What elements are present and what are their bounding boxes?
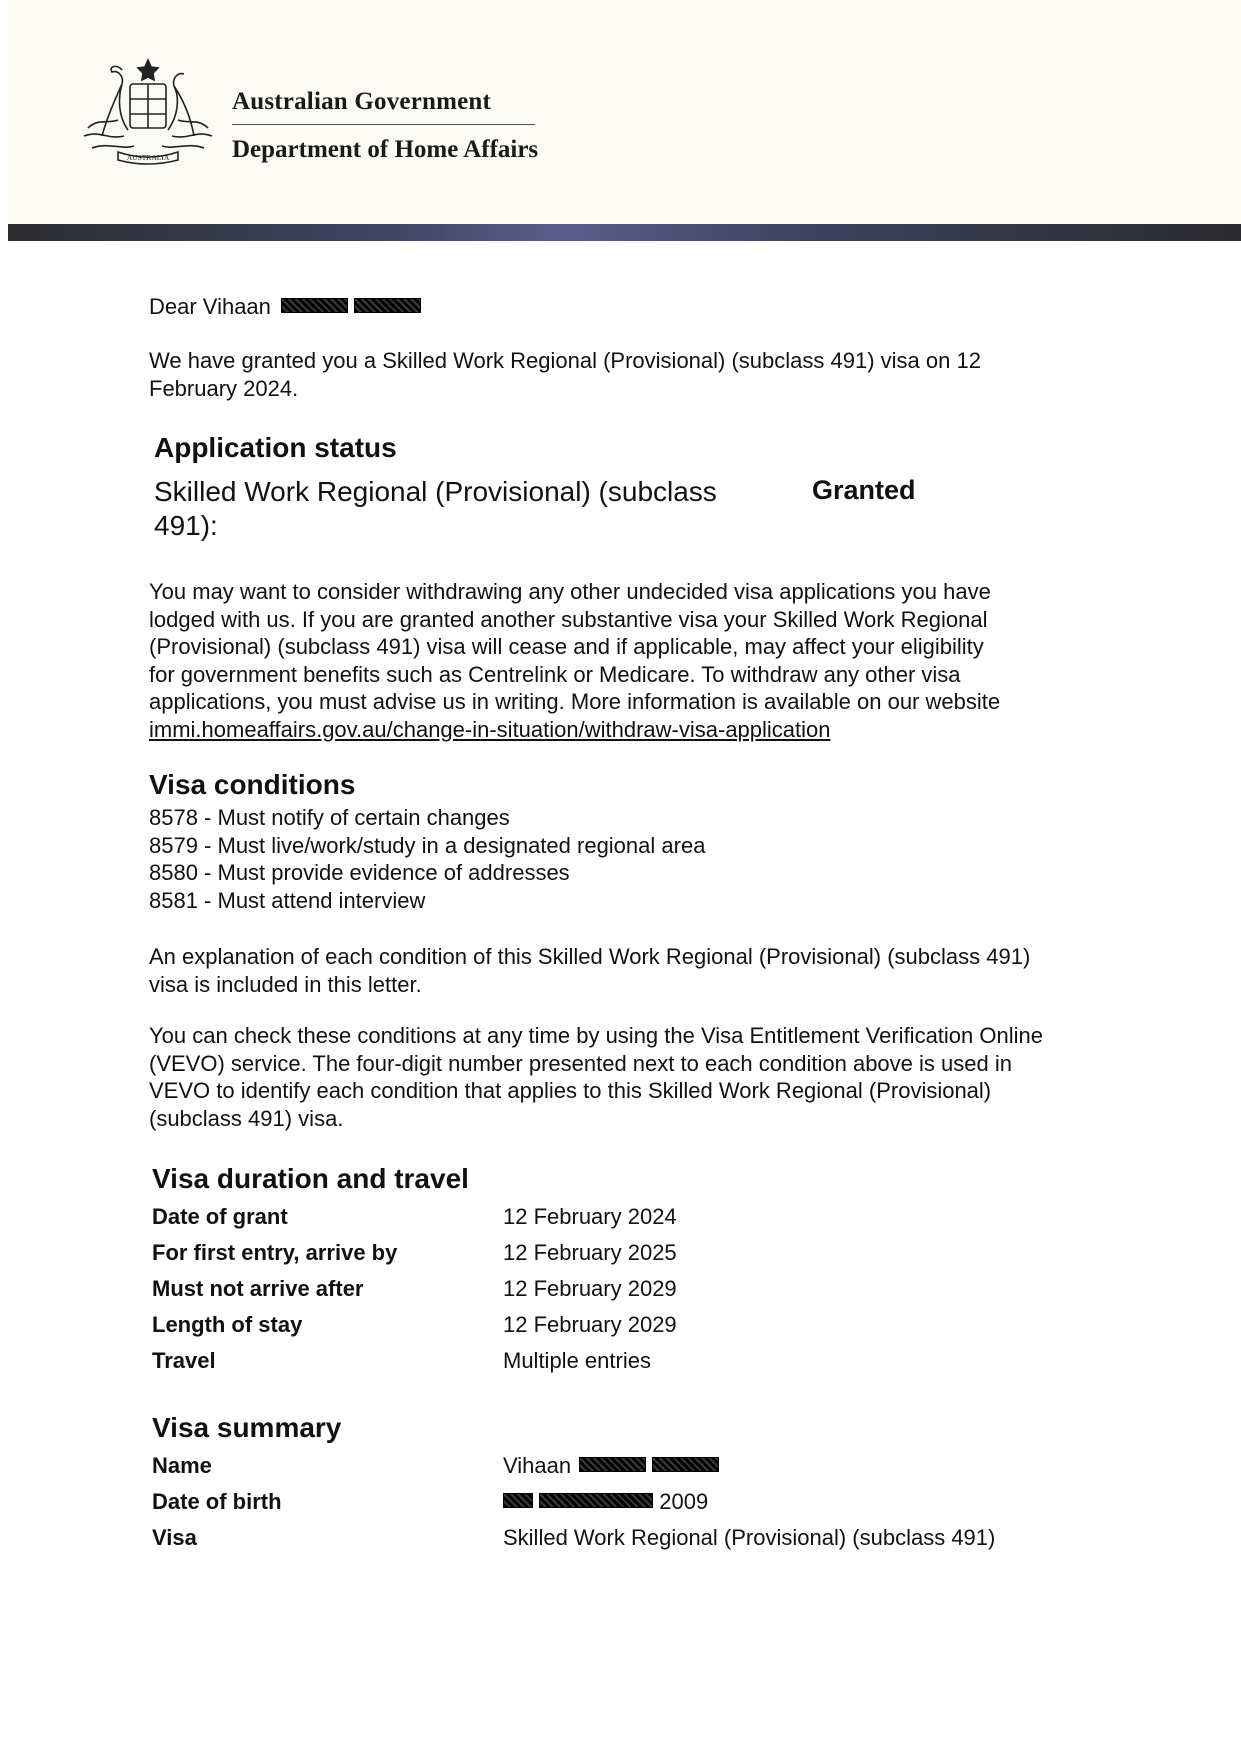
intro-line: February 2024. xyxy=(149,375,299,401)
redacted-name xyxy=(281,298,348,313)
withdraw-paragraph xyxy=(149,578,1099,743)
paragraph-line: You can check these conditions at any time by using the Visa Entitlement Verification Online xyxy=(149,1023,1043,1048)
row-value: Skilled Work Regional (Provisional) (subclass 491) xyxy=(503,1525,996,1550)
salutation xyxy=(149,293,1099,321)
table-row xyxy=(152,1343,677,1379)
paragraph-line: lodged with us. If you are granted another substantive visa your Skilled Work Regional xyxy=(149,606,988,632)
dob-year: 2009 xyxy=(659,1489,709,1514)
paragraph-line: You may want to consider withdrawing any other undecided visa applications you have xyxy=(149,579,991,604)
paragraph-line: VEVO to identify each condition that applies to this Skilled Work Regional (Provisional) xyxy=(149,1078,992,1103)
visa-duration-table xyxy=(152,1199,677,1379)
condition-item: 8580 - Must provide evidence of addresses xyxy=(149,860,570,885)
table-row xyxy=(152,1199,677,1235)
table-row xyxy=(152,1235,677,1271)
visa-duration-heading: Visa duration and travel xyxy=(152,1163,469,1194)
paragraph-line: (VEVO) service. The four-digit number presented next to each condition above is used in xyxy=(149,1050,1012,1076)
row-value xyxy=(503,1484,995,1520)
row-value: 12 February 2029 xyxy=(503,1312,677,1337)
row-label: Date of birth xyxy=(152,1489,282,1514)
row-label: For first entry, arrive by xyxy=(152,1240,398,1265)
letterhead-rule xyxy=(8,224,1241,241)
intro-paragraph xyxy=(149,347,1099,402)
row-value: Multiple entries xyxy=(503,1348,651,1373)
redacted-name xyxy=(579,1457,646,1472)
paragraph-line: visa is included in this letter. xyxy=(149,971,422,997)
letterhead-divider xyxy=(232,124,535,125)
application-status-heading: Application status xyxy=(154,432,397,463)
row-value xyxy=(503,1448,995,1484)
row-value: 12 February 2029 xyxy=(503,1276,677,1301)
intro-line: We have granted you a Skilled Work Regional (Provisional) (subclass 491) visa on 12 xyxy=(149,348,981,373)
paragraph-line: An explanation of each condition of this Skilled Work Regional (Provisional) (subclass 491) xyxy=(149,944,1031,969)
explanation-paragraph xyxy=(149,943,1099,998)
coat-of-arms-logo xyxy=(78,58,218,166)
row-value: 12 February 2024 xyxy=(503,1204,677,1229)
visa-summary-heading: Visa summary xyxy=(152,1412,342,1443)
withdraw-visa-link[interactable]: immi.homeaffairs.gov.au/change-in-situation/withdraw-visa-application xyxy=(149,716,831,742)
redacted-name xyxy=(354,298,421,313)
redacted-name xyxy=(652,1457,719,1472)
table-row xyxy=(152,1484,995,1520)
department-name: Department of Home Affairs xyxy=(232,136,539,163)
condition-item: 8581 - Must attend interview xyxy=(149,888,426,913)
paragraph-line: applications, you must advise us in writing. More information is available on our website xyxy=(149,689,1001,714)
paragraph-line: for government benefits such as Centrelink or Medicare. To withdraw any other visa xyxy=(149,661,961,687)
svg-text:AUSTRALIA: AUSTRALIA xyxy=(126,153,170,162)
paragraph-line: (Provisional) (subclass 491) visa will cease and if applicable, may affect your eligibility xyxy=(149,634,984,659)
government-name: Australian Government xyxy=(232,88,492,115)
visa-summary-table xyxy=(152,1448,995,1556)
row-label: Must not arrive after xyxy=(152,1276,364,1301)
visa-conditions-heading: Visa conditions xyxy=(149,769,356,800)
row-label: Length of stay xyxy=(152,1312,303,1337)
table-row xyxy=(152,1271,677,1307)
row-label: Date of grant xyxy=(152,1204,288,1229)
condition-item: 8578 - Must notify of certain changes xyxy=(149,805,510,830)
row-label: Visa xyxy=(152,1525,197,1550)
salutation-text: Dear Vihaan xyxy=(149,294,271,319)
table-row xyxy=(152,1520,995,1556)
vevo-paragraph xyxy=(149,1022,1099,1132)
row-label: Name xyxy=(152,1453,212,1478)
redacted-date xyxy=(503,1493,533,1508)
status-label-line: Skilled Work Regional (Provisional) (subclass xyxy=(154,476,717,507)
redacted-date xyxy=(539,1493,653,1508)
table-row xyxy=(152,1448,995,1484)
application-status-label xyxy=(154,475,774,543)
row-value: 12 February 2025 xyxy=(503,1240,677,1265)
row-label: Travel xyxy=(152,1348,216,1373)
table-row xyxy=(152,1307,677,1343)
status-label-line: 491): xyxy=(154,510,218,541)
application-status-value: Granted xyxy=(812,475,916,505)
name-value: Vihaan xyxy=(503,1453,572,1478)
paragraph-line: (subclass 491) visa. xyxy=(149,1105,344,1131)
condition-item: 8579 - Must live/work/study in a designated regional area xyxy=(149,833,706,858)
